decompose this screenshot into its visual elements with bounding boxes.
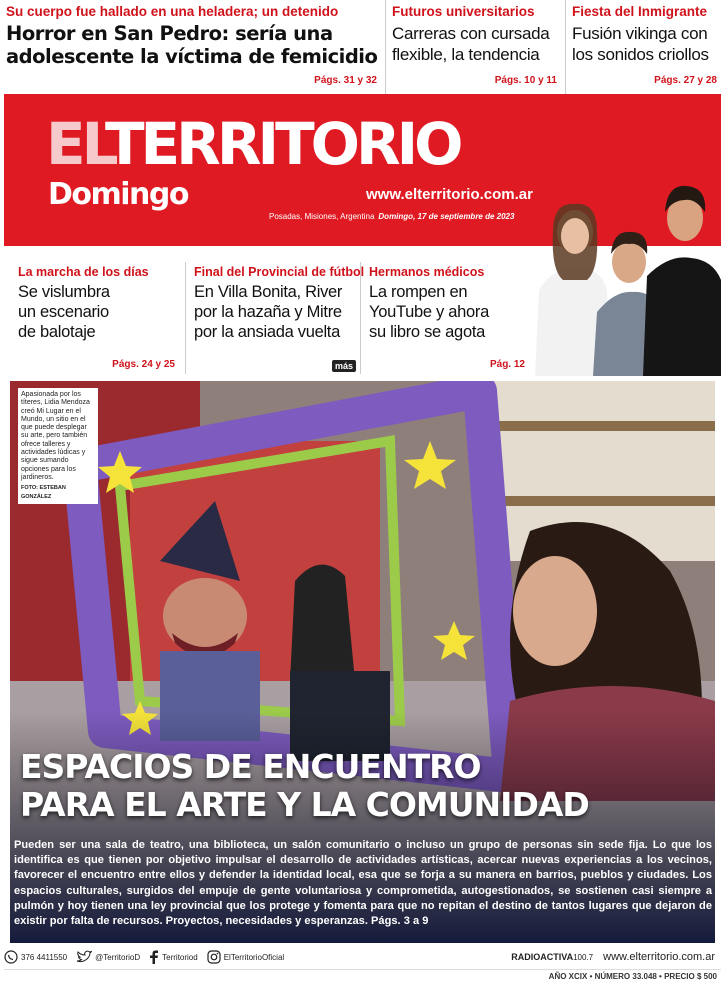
footer-twitter[interactable]	[76, 950, 140, 964]
facebook-handle: Territoriod	[162, 952, 198, 962]
top-story-headline	[572, 23, 719, 65]
teaser-kicker: Hermanos médicos	[369, 265, 485, 279]
radio-brand[interactable]	[511, 952, 593, 962]
twitter-icon	[76, 950, 92, 964]
whatsapp-icon	[4, 950, 18, 964]
person-man-right	[643, 186, 721, 376]
newspaper-logo[interactable]	[46, 112, 460, 176]
page-ref: Págs. 24 y 25	[112, 359, 175, 370]
teaser-kicker: La marcha de los días	[18, 265, 149, 279]
phone-number: 376 4411550	[21, 952, 68, 962]
teaser-headline	[194, 282, 352, 342]
facebook-icon	[149, 950, 159, 964]
top-story-headline	[6, 22, 379, 68]
radio-name: RADIOACTIVA	[511, 952, 574, 962]
footer-whatsapp[interactable]	[4, 950, 67, 964]
top-story-kicker: Futuros universitarios	[392, 4, 535, 19]
footer-url[interactable]: www.elterritorio.com.ar	[603, 951, 715, 963]
headline-line: de balotaje	[18, 323, 96, 341]
top-story-universities[interactable]	[385, 0, 565, 94]
teaser-doctor-siblings[interactable]	[360, 262, 535, 374]
teaser-headline	[369, 282, 527, 342]
teaser-football-final[interactable]	[185, 262, 365, 374]
top-story-femicide[interactable]	[0, 0, 385, 94]
headline-line: Horror en San Pedro: sería una	[6, 22, 333, 45]
headline-line: En Villa Bonita, River	[194, 283, 343, 301]
top-story-kicker: Fiesta del Inmigrante	[572, 4, 708, 19]
headline-line: La rompen en	[369, 283, 468, 301]
top-story-headline	[392, 23, 559, 65]
location-date	[269, 212, 514, 221]
headline-line: por la hazaña y Mitre	[194, 303, 342, 321]
caption-text: Apasionada por los títeres, Lidia Mendoza creó Mi Lugar en el Mundo, un sitio en el que puede desplegar su arte, pero también ofrece talleres y actividades lúdicas y sigue sumando opciones para los jardineros.	[21, 391, 90, 481]
twitter-handle: @TerritorioD	[95, 952, 141, 962]
page-ref: Pág. 12	[489, 359, 525, 370]
headline-line: Carreras con cursada	[392, 24, 550, 43]
photo-caption	[18, 388, 98, 504]
photo-credit: FOTO: ESTEBAN GONZÁLEZ	[21, 485, 66, 500]
headline-line: ESPACIOS DE ENCUENTRO	[20, 747, 481, 786]
doctors-photo	[515, 170, 721, 376]
headline-line: Fusión vikinga con	[572, 24, 708, 43]
edition-name: Domingo	[48, 177, 188, 212]
top-story-kicker: Su cuerpo fue hallado en una heladera; un detenido	[6, 4, 339, 19]
footer-instagram[interactable]	[207, 950, 284, 964]
teaser-headline	[18, 282, 177, 342]
site-url[interactable]: www.elterritorio.com.ar	[366, 186, 533, 203]
headline-line: flexible, la tendencia	[392, 45, 540, 64]
page-ref: Págs. 10 y 11	[494, 75, 557, 86]
headline-line: adolescente la víctima de femicidio	[6, 45, 378, 68]
headline-line: su libro se agota	[369, 323, 485, 341]
hero-headline[interactable]	[20, 748, 710, 824]
footer-facebook[interactable]	[149, 950, 198, 964]
top-story-immigrant-fest[interactable]	[565, 0, 725, 94]
mas-sports-badge: más	[332, 360, 356, 372]
page-ref: Págs. 27 y 28	[654, 75, 717, 86]
teaser-balotaje[interactable]	[10, 262, 185, 374]
radio-frequency: 100.7	[573, 953, 594, 962]
hero-body-text: Pueden ser una sala de teatro, una biblioteca, un salón comunitario o incluso un grupo de personas sin sede fija. Lo que los identifica es que tienen por objetivo impulsar el desarrollo de actividades artísticas, acercar nuevas experiencias a los vecinos, favorecer el encuentro entre ellos y defender la identidad local, esa que se forja a su manera en barrios, pueblos y ciudades. Los espacios culturales, surgidos del empuje de gente voluntariosa y comprometida, autogestionados, se sostienen casi siempre a pulmón y hoy tienen una ley provincial que los protege y fomenta para que no repitan el destino de tantos lugares que dejaron de existir por falta de recursos. Proyectos, necesidades y esperanzas. Págs. 3 a 9	[14, 839, 712, 928]
page-ref: Págs. 31 y 32	[314, 75, 377, 86]
logo-el: EL	[46, 110, 105, 178]
headline-line: YouTube y ahora	[369, 303, 489, 321]
headline-line: los sonidos criollos	[572, 45, 709, 64]
teaser-kicker: Final del Provincial de fútbol	[194, 265, 365, 279]
footer-bar	[4, 945, 721, 970]
edition-info: AÑO XCIX • NÚMERO 33.048 • PRECIO $ 500	[548, 972, 717, 981]
headline-line: Se vislumbra	[18, 283, 110, 301]
headline-line: PARA EL ARTE Y LA COMUNIDAD	[20, 785, 589, 824]
logo-name: TERRITORIO	[104, 110, 460, 178]
instagram-handle: ElTerritorioOficial	[223, 952, 285, 962]
headline-line: por la ansiada vuelta	[194, 323, 340, 341]
section-teasers	[10, 262, 535, 374]
top-stories-strip	[0, 0, 725, 94]
headline-line: un escenario	[18, 303, 109, 321]
instagram-icon	[207, 950, 221, 964]
issue-date: Domingo, 17 de septiembre de 2023	[378, 212, 515, 221]
location: Posadas, Misiones, Argentina	[269, 212, 375, 221]
